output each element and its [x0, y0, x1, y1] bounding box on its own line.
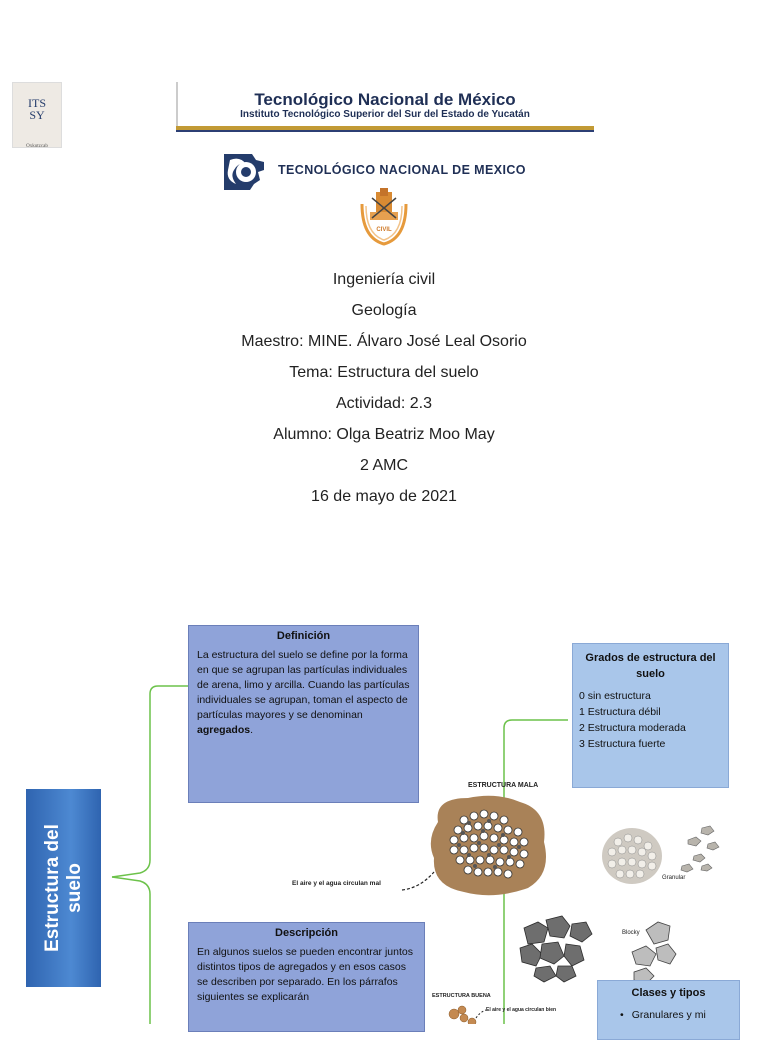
descripcion-text: En algunos suelos se pueden encontrar juntos distintos tipos de agregados y en esos casos se describen por separado. En los párrafos siguientes se explicarán [197, 946, 413, 1003]
banner-subtitle: Instituto Tecnológico Superior del Sur del Estado de Yucatán [240, 109, 530, 120]
granular-label: Granular [662, 875, 686, 881]
aire-bien-label: El aire y el agua circulan bien [486, 1007, 557, 1013]
granular-sample-illustration [598, 818, 728, 894]
bullet-icon: • [620, 1009, 624, 1021]
itsy-logo-caption: Oxkutzcab [26, 144, 48, 149]
itsy-logo-line1: ITS [28, 96, 46, 110]
cover-topic: Tema: Estructura del suelo [289, 364, 479, 381]
cover-student: Alumno: Olga Beatriz Moo May [273, 426, 495, 443]
estructura-buena-illustration [440, 1000, 500, 1024]
connector-bottom-bracket [112, 877, 150, 1024]
grados-box [572, 643, 729, 788]
grados-item: 2 Estructura moderada [579, 722, 686, 734]
civil-badge-text: CIVIL [376, 227, 392, 233]
cover-date: 16 de mayo de 2021 [311, 488, 457, 505]
aire-mal-label: El aire y el agua circulan mal [292, 880, 381, 887]
itsy-logo-line2: SY [29, 108, 45, 122]
definicion-box [188, 625, 419, 803]
cover-activity: Actividad: 2.3 [335, 395, 433, 412]
descripcion-box [188, 922, 425, 1032]
topic-box [26, 789, 101, 987]
clases-box [597, 980, 740, 1040]
blocky-sample-illustration [516, 910, 686, 986]
definicion-bold-term: agregados [197, 724, 251, 736]
grados-item: 1 Estructura débil [579, 706, 661, 718]
topic-title: Estructura del suelo [41, 824, 85, 952]
grados-list [579, 688, 722, 752]
cover-teacher: Maestro: MINE. Álvaro José Leal Osorio [241, 333, 527, 350]
grados-item: 0 sin estructura [579, 690, 651, 702]
definicion-text: La estructura del suelo se define por la forma en que se agrupan las partículas individuales de arena, limo y arcilla. Cuando las partículas individuales se agrupan, toman el aspecto de partículas mayores y se denominan agregados. [197, 649, 410, 736]
banner-title: Tecnológico Nacional de México [254, 90, 516, 109]
cover-career: Ingeniería civil [332, 271, 436, 288]
aire-mal-pointer [400, 868, 440, 894]
cover-subject: Geología [351, 302, 417, 319]
grados-title: Grados de estructura del suelo [585, 652, 716, 680]
estructura-mala-illustration [424, 792, 554, 898]
estructura-buena-label: ESTRUCTURA BUENA [432, 993, 491, 999]
grados-item: 3 Estructura fuerte [579, 738, 666, 750]
descripcion-title: Descripción [275, 927, 338, 939]
clases-list-item: • Granulares y mi [620, 1009, 706, 1021]
connector-top-bracket [112, 686, 188, 877]
definicion-title: Definición [276, 630, 331, 642]
cover-group: 2 AMC [359, 457, 408, 474]
tnm-wordmark: TECNOLÓGICO NACIONAL DE MEXICO [278, 163, 526, 177]
blocky-label: Blocky [622, 930, 640, 936]
clases-title: Clases y tipos [631, 987, 706, 999]
estructura-mala-label: ESTRUCTURA MALA [468, 782, 539, 789]
connector-lower [504, 880, 512, 1024]
